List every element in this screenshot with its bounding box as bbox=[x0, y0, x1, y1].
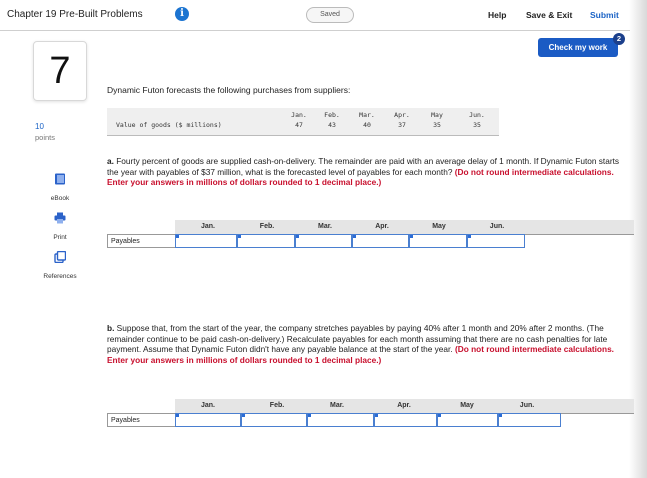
part-a-body: Fourty percent of goods are supplied cash-on-delivery. The remainder are paid with an average delay of 1 month. If Dynamic Futon starts the year with payables of $37 million, what is the forecasted level of payables for each month? bbox=[107, 156, 620, 177]
chapter-title: Chapter 19 Pre-Built Problems bbox=[7, 9, 143, 20]
top-bar bbox=[0, 0, 647, 30]
goods-value: 43 bbox=[328, 121, 336, 129]
month-header: Mar. bbox=[359, 111, 375, 119]
payables-jun-input[interactable] bbox=[467, 234, 525, 248]
goods-row-label: Value of goods ($ millions) bbox=[116, 121, 222, 129]
question-number: 7 bbox=[33, 41, 87, 101]
print-label: Print bbox=[53, 234, 67, 241]
references-tool[interactable] bbox=[40, 250, 80, 280]
column-header: Mar. bbox=[317, 223, 332, 230]
column-header: Apr. bbox=[375, 223, 389, 230]
references-icon bbox=[54, 251, 66, 263]
check-my-work-button[interactable]: Check my work bbox=[538, 38, 618, 57]
check-work-badge: 2 bbox=[613, 33, 625, 45]
part-a-text bbox=[107, 156, 625, 188]
payables-jan-input[interactable] bbox=[175, 234, 237, 248]
column-header: May bbox=[432, 223, 446, 230]
part-b-body: Suppose that, from the start of the year, the company stretches payables by paying 40% after 1 month and 20% after 2 months. (The remainder continue to be paid cash-on-delivery.) Recalculate payables for each month assuming that there are no cash penalties for late payment. Assume that Dynamic Futon didn't have any payable balance at the start of the year. bbox=[107, 323, 608, 355]
payables-mar-input[interactable] bbox=[295, 234, 352, 248]
purchases-table bbox=[107, 108, 499, 136]
goods-value: 37 bbox=[398, 121, 406, 129]
month-header: Feb. bbox=[324, 111, 340, 119]
ebook-icon bbox=[54, 173, 66, 185]
month-header: Jun. bbox=[469, 111, 485, 119]
month-header: Jan. bbox=[291, 111, 307, 119]
column-header: Mar. bbox=[329, 402, 344, 409]
part-a-instruction: (Do not round intermediate calculations. Enter your answers in millions of dollars rounded to 1 decimal place.) bbox=[107, 166, 614, 188]
payables-may-input[interactable] bbox=[437, 413, 498, 427]
references-label: References bbox=[43, 273, 77, 280]
month-header: Apr. bbox=[394, 111, 410, 119]
part-b-lead: b. bbox=[107, 323, 115, 333]
help-link[interactable]: Help bbox=[488, 10, 507, 20]
goods-value: 35 bbox=[433, 121, 441, 129]
part-b-instruction: (Do not round intermediate calculations. Enter your answers in millions of dollars rounded to 1 decimal place.) bbox=[107, 344, 614, 365]
column-header: Jan. bbox=[200, 402, 215, 409]
part-a-lead: a. bbox=[107, 156, 114, 166]
part-b-text bbox=[107, 323, 625, 365]
payables-apr-input[interactable] bbox=[374, 413, 437, 427]
payables-feb-input[interactable] bbox=[237, 234, 295, 248]
goods-value: 35 bbox=[473, 121, 481, 129]
payables-apr-input[interactable] bbox=[352, 234, 409, 248]
column-header: Jan. bbox=[200, 223, 215, 230]
payables-may-input[interactable] bbox=[409, 234, 467, 248]
column-header: Feb. bbox=[269, 402, 285, 409]
ebook-label: eBook bbox=[50, 195, 70, 202]
print-tool[interactable] bbox=[40, 211, 80, 241]
points-value: 10 bbox=[35, 122, 44, 131]
saved-status: Saved bbox=[306, 7, 354, 23]
top-divider bbox=[0, 30, 630, 31]
payables-row-label: Payables bbox=[107, 413, 175, 427]
column-header: May bbox=[460, 402, 474, 409]
payables-row-label: Payables bbox=[107, 234, 175, 248]
payables-jan-input[interactable] bbox=[175, 413, 241, 427]
print-icon bbox=[54, 212, 66, 224]
info-icon[interactable]: i bbox=[175, 7, 189, 21]
payables-jun-input[interactable] bbox=[498, 413, 561, 427]
payables-feb-input[interactable] bbox=[241, 413, 307, 427]
save-exit-link[interactable]: Save & Exit bbox=[526, 10, 573, 20]
column-header: Apr. bbox=[397, 402, 411, 409]
column-header: Jun. bbox=[519, 402, 535, 409]
month-header: May bbox=[431, 111, 443, 119]
column-header: Feb. bbox=[259, 223, 275, 230]
points-label: points bbox=[35, 133, 56, 142]
submit-link[interactable]: Submit bbox=[590, 10, 619, 20]
column-header: Jun. bbox=[489, 223, 505, 230]
payables-mar-input[interactable] bbox=[307, 413, 374, 427]
problem-intro: Dynamic Futon forecasts the following purchases from suppliers: bbox=[107, 85, 351, 95]
ebook-tool[interactable] bbox=[40, 172, 80, 202]
goods-value: 47 bbox=[295, 121, 303, 129]
goods-value: 40 bbox=[363, 121, 371, 129]
